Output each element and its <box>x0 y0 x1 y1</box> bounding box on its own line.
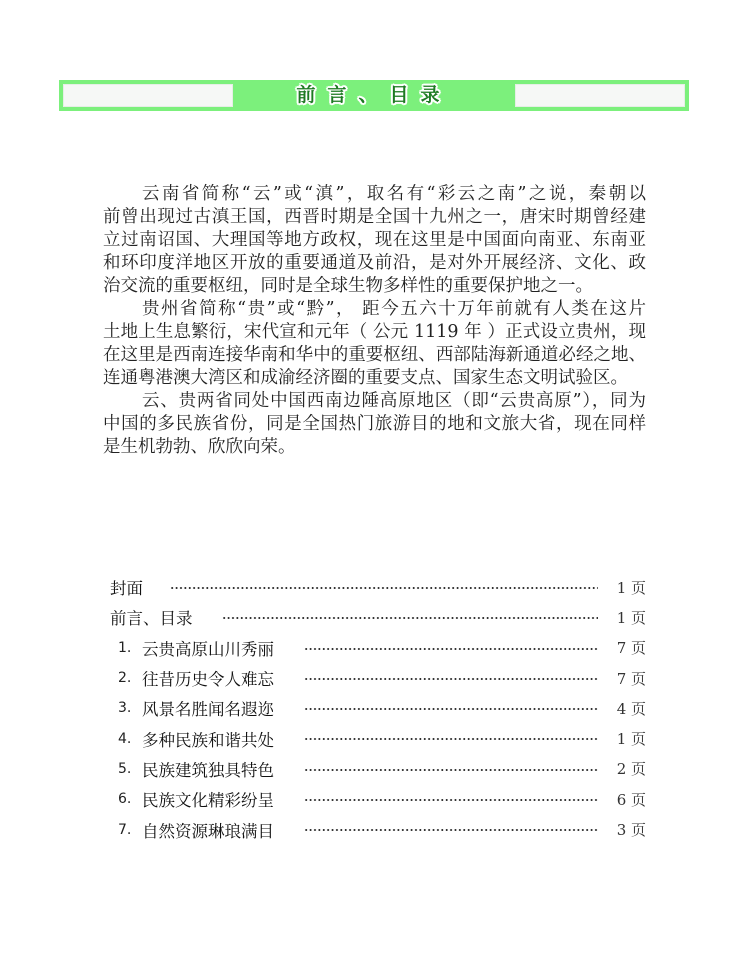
preface-line: 土地上生息繁衍，宋代宣和元年（ 公元 1119 年 ）正式设立贵州，现 <box>103 322 646 342</box>
toc-page: 2 页 <box>616 760 646 779</box>
dot-leader <box>304 769 598 771</box>
table-of-contents <box>110 572 646 845</box>
dot-leader <box>304 738 598 740</box>
toc-label: 风景名胜闻名遐迩 <box>142 700 274 720</box>
toc-label: 封面 <box>110 579 143 599</box>
toc-number: 6. <box>118 791 132 808</box>
toc-page: 3 页 <box>616 821 646 840</box>
toc-item-5[interactable] <box>110 754 646 784</box>
toc-label: 自然资源琳琅满目 <box>142 821 274 841</box>
preface-line: 治交流的重要枢纽，同时是全球生物多样性的重要保护地之一。 <box>103 276 593 296</box>
dot-leader <box>222 617 598 619</box>
preface-line: 云、贵两省同处中国西南边陲高原地区（即“云贵高原”），同为 <box>142 391 646 411</box>
toc-item-3[interactable] <box>110 693 646 723</box>
page-title: 前言、目录 <box>296 84 452 106</box>
section-banner <box>59 80 689 111</box>
preface-line: 云南省简称“云”或“滇”，取名有“彩云之南”之说，秦朝以 <box>142 184 646 204</box>
toc-item-2[interactable] <box>110 663 646 693</box>
toc-page: 7 页 <box>616 639 646 658</box>
toc-label: 多种民族和谐共处 <box>142 730 274 750</box>
preface-line: 在这里是西南连接华南和华中的重要枢纽、西部陆海新通道必经之地、 <box>103 345 646 365</box>
toc-page: 1 页 <box>616 730 646 749</box>
toc-page: 1 页 <box>616 608 646 627</box>
preface-text <box>103 183 646 459</box>
toc-item-4[interactable] <box>110 723 646 753</box>
toc-label: 前言、目录 <box>110 609 193 629</box>
toc-page: 1 页 <box>616 578 646 597</box>
dot-leader <box>304 678 598 680</box>
preface-line: 贵州省简称“贵”或“黔”， 距今五六十万年前就有人类在这片 <box>142 299 646 319</box>
dot-leader <box>304 708 598 710</box>
preface-line: 是生机勃勃、欣欣向荣。 <box>103 437 296 457</box>
toc-number: 7. <box>118 821 132 838</box>
toc-item-preface[interactable] <box>110 602 646 632</box>
toc-label: 往昔历史令人难忘 <box>142 670 274 690</box>
toc-number: 2. <box>118 670 132 687</box>
toc-number: 1. <box>118 639 132 656</box>
toc-item-cover[interactable] <box>110 572 646 602</box>
toc-page: 6 页 <box>616 790 646 809</box>
toc-label: 民族文化精彩纷呈 <box>142 791 274 811</box>
dot-leader <box>304 829 598 831</box>
dot-leader <box>170 587 598 589</box>
toc-page: 4 页 <box>616 699 646 718</box>
toc-number: 5. <box>118 760 132 777</box>
toc-page: 7 页 <box>616 669 646 688</box>
toc-item-7[interactable] <box>110 814 646 844</box>
preface-line: 中国的多民族省份，同是全国热门旅游目的地和文旅大省，现在同样 <box>103 414 646 434</box>
toc-number: 4. <box>118 730 132 747</box>
toc-label: 云贵高原山川秀丽 <box>142 639 274 659</box>
banner-right-panel <box>515 84 685 107</box>
dot-leader <box>304 799 598 801</box>
toc-number: 3. <box>118 700 132 717</box>
toc-item-1[interactable] <box>110 633 646 663</box>
preface-line: 立过南诏国、大理国等地方政权，现在这里是中国面向南亚、东南亚 <box>103 230 646 250</box>
preface-line: 前曾出现过古滇王国，西晋时期是全国十九州之一，唐宋时期曾经建 <box>103 207 646 227</box>
preface-line: 和环印度洋地区开放的重要通道及前沿，是对外开展经济、文化、政 <box>103 253 646 273</box>
toc-item-6[interactable] <box>110 784 646 814</box>
preface-line: 连通粤港澳大湾区和成渝经济圈的重要支点、国家生态文明试验区。 <box>103 368 628 388</box>
dot-leader <box>304 648 598 650</box>
toc-label: 民族建筑独具特色 <box>142 760 274 780</box>
banner-left-panel <box>63 84 233 107</box>
